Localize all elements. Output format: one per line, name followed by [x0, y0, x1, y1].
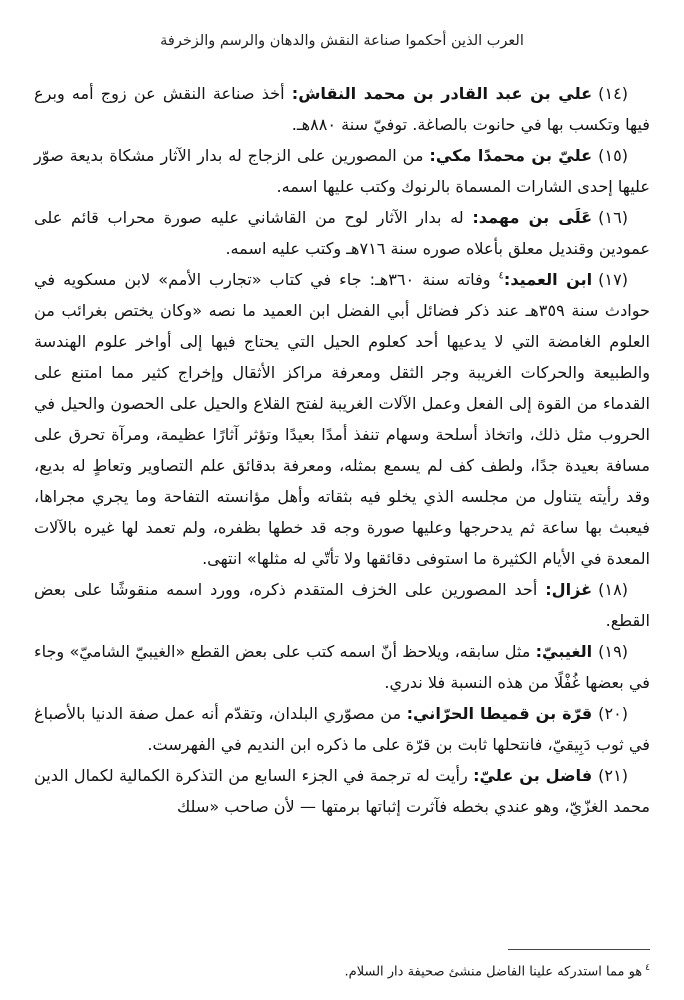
entry-number: (٢٠) [598, 704, 629, 723]
footnote-divider [508, 949, 650, 950]
entry-name: عَلَى بن مهمد: [472, 208, 593, 227]
entry-21 [34, 760, 650, 822]
entry-14 [34, 78, 650, 140]
entry-number: (١٧) [598, 270, 628, 289]
footnote [34, 958, 650, 982]
entry-number: (١٨) [598, 580, 628, 599]
entry-name: قرّة بن قميطا الحرّاني: [406, 704, 593, 723]
entry-name: غزال: [545, 580, 593, 599]
entry-name: ابن العميد: [503, 270, 593, 289]
entry-text: من المصورين على الزجاج له بدار الآثار مشكاة بديعة صوّر عليها إحدى الشارات المسماة بالرنوك وكتب عليها اسمه. [34, 146, 650, 196]
entry-15 [34, 140, 650, 202]
entry-name: علي بن عبد القادر بن محمد النقاش: [291, 84, 593, 103]
entry-text: له بدار الآثار لوح من القاشاني عليه صورة محراب قائم على عمودين وقنديل معلق بأعلاه صوره سنة ٧١٦هـ وكتب عليه اسمه. [34, 208, 650, 258]
entry-text: أخذ صناعة النقش عن زوج أمه وبرع فيها وتكسب بها في حانوت بالصاغة. توفيّ سنة ٨٨٠هـ. [34, 84, 650, 134]
footnote-text: هو مما استدركه علينا الفاضل منشئ صحيفة دار السلام. [344, 964, 643, 980]
footnote-reference[interactable]: ٤ [498, 270, 504, 282]
entry-20 [34, 698, 650, 760]
entry-19 [34, 636, 650, 698]
entry-text: أحد المصورين على الخزف المتقدم ذكره، وورد اسمه منقوشًا على بعض القطع. [34, 580, 650, 630]
entry-text: وفاته سنة ٣٦٠هـ: جاء في كتاب «تجارب الأمم» لابن مسكويه في حوادث سنة ٣٥٩هـ عند ذكر فضائل أبي الفضل ابن العميد ما نصه «وكان يختص بغرائب من العلوم الغامضة التي لا يدعيها أحد كعلوم الحيل التي يحتاج فيها إلى أواخر علوم الهندسة والطبيعة والحركات الغريبة وجر الثقل ومعرفة مراكز الأثقال وإخراج كثير مما امتنع على القدماء من القوة إلى الفعل وعمل الآلات الغريبة لفتح القلاع والحيل على الحصون والحيل في الحروب مثل ذلك، واتخاذ أسلحة وسهام تنفذ أمدًا بعيدًا وتؤثر آثارًا عظيمة، ومرآة تحرق على مسافة بعيدة جدًا، ولطف كف لم يسمع بمثله، ومعرفة بدقائق علم التصاوير وتعاطٍ له بديع، وقد رأيته يتناول من مجلسه الذي يخلو فيه بثقاته وأهل مؤانسته التفاحة وما يجري مجراها، فيعبث بها ساعة ثم يدحرجها وعليها صورة وجه قد خطها بظفره، ولم تعمد لها غيره بالآلات المعدة في الأيام الكثيرة ما استوفى دقائقها ولا تأتّي له مثلها» انتهى. [34, 270, 650, 568]
footnote-marker: ٤ [645, 963, 650, 973]
entry-18 [34, 574, 650, 636]
document-page [34, 0, 650, 1000]
running-header: العرب الذين أحكموا صناعة النقش والدهان والرسم والزخرفة [160, 33, 524, 49]
entry-text: مثل سابقه، ويلاحظ أنّ اسمه كتب على بعض القطع «الغيبيّ الشاميّ» وجاء في بعضها غُفْلًا من هذه النسبة فلا ندري. [34, 642, 650, 692]
entry-17 [34, 264, 650, 574]
entry-number: (١٥) [598, 146, 629, 165]
entry-number: (١٤) [598, 84, 629, 103]
entry-number: (١٦) [598, 208, 628, 227]
main-text [34, 78, 650, 822]
entry-number: (٢١) [598, 766, 628, 785]
entry-16 [34, 202, 650, 264]
entry-name: الغيبيّ: [535, 642, 593, 661]
entry-name: فاضل بن عليّ: [473, 766, 593, 785]
entry-number: (١٩) [598, 642, 628, 661]
entry-text: من مصوّري البلدان، وتقدّم أنه عمل صفة الدنيا بالأصباغ في ثوب دَبِيقيّ، فانتحلها ثابت بن قرّة على ما ذكره ابن النديم في الفهرست. [34, 704, 650, 754]
entry-name: عليّ بن محمدًا مكي: [429, 146, 593, 165]
entry-text: رأيت له ترجمة في الجزء السابع من التذكرة الكمالية لكمال الدين محمد الغزّيّ، وهو عندي بخطه فآثرت إثباتها برمتها — لأن صاحب «سلك [34, 766, 650, 816]
